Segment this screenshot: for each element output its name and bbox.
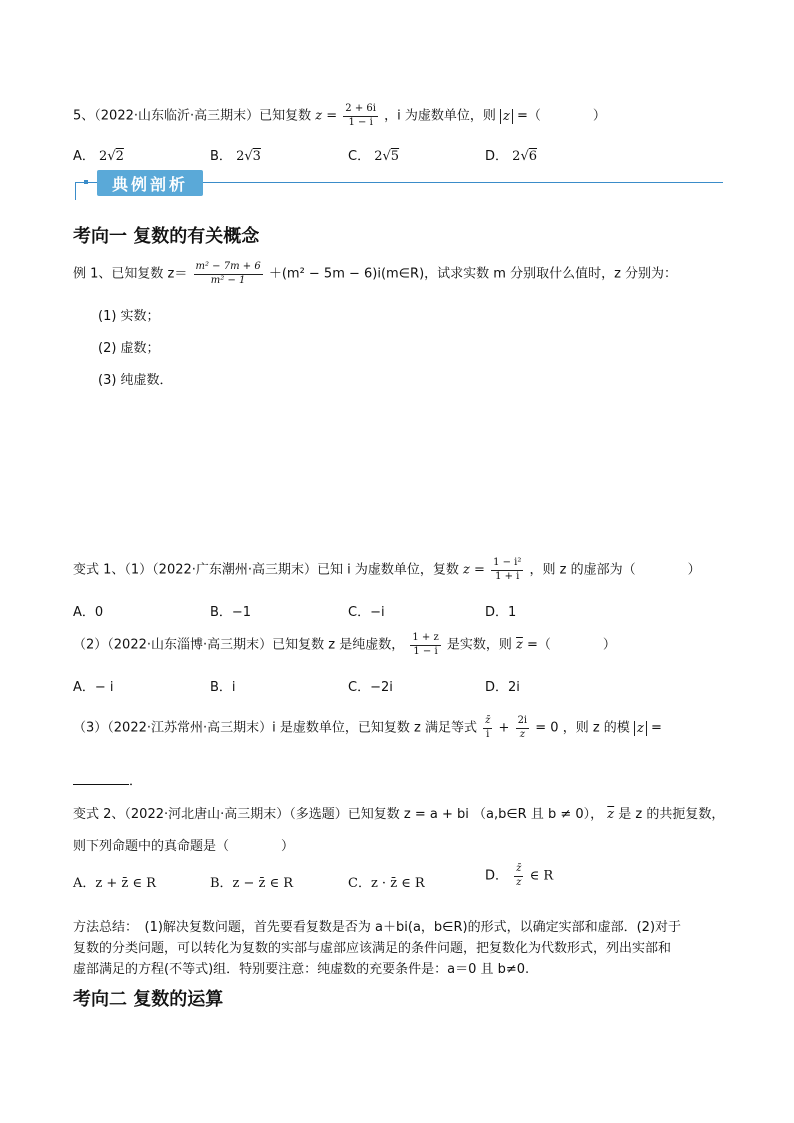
q5-frac-num: 2 + 6i bbox=[343, 104, 378, 117]
var1-part1-frac-den: 1 + i bbox=[495, 570, 520, 582]
q5-option-a[interactable]: A． 2√2 bbox=[73, 149, 124, 164]
q5-option-b[interactable]: B． 2√3 bbox=[210, 149, 261, 164]
var1-part1-option-a[interactable]: A．0 bbox=[73, 605, 104, 620]
var1-part1-stem bbox=[73, 558, 701, 582]
var1-part2-tail: 是实数，则 bbox=[446, 637, 512, 653]
var2-option-c[interactable]: C．z · z̄ ∈ R bbox=[348, 876, 425, 891]
var1-part1-tail: ，则 z 的虚部为（ ） bbox=[529, 562, 701, 578]
var2-option-a[interactable]: A．z + z̄ ∈ R bbox=[73, 876, 156, 891]
var1-part2-option-b[interactable]: B．i bbox=[210, 680, 236, 695]
summary-line-2: 复数的分类问题，可以转化为复数的实部与虚部应该满足的条件问题，把复数化为代数形式，列出实部和 bbox=[73, 941, 672, 956]
var1-part3-answer-line[interactable] bbox=[73, 770, 142, 789]
section1-title: 考向一 复数的有关概念 bbox=[73, 226, 260, 247]
q5-abs-z: z bbox=[500, 109, 513, 124]
var1-part2-fraction bbox=[410, 633, 440, 657]
var2-line2: 则下列命题中的真命题是（ ） bbox=[73, 839, 295, 854]
summary-line-1: 方法总结： (1)解决复数问题，首先要看复数是否为 a＋bi(a，b∈R)的形式，以确定实部和虚部．(2)对于 bbox=[73, 920, 682, 935]
var1-part3-fraction1 bbox=[483, 716, 492, 740]
var1-part3-dot: ． bbox=[129, 774, 143, 789]
example1-frac-den: m² − 1 bbox=[210, 274, 246, 286]
var1-part1-option-d[interactable]: D．1 bbox=[485, 605, 517, 620]
example1-item-3: (3) 纯虚数． bbox=[98, 373, 173, 388]
var1-part2-frac-num: 1 + z bbox=[410, 633, 440, 646]
q5-frac-den: 1 − i bbox=[348, 116, 373, 128]
answer-blank[interactable] bbox=[73, 770, 129, 785]
q5-prefix: 5、（2022·山东临沂·高三期末）已知复数 bbox=[73, 108, 312, 124]
var1-part1-option-b[interactable]: B．−1 bbox=[210, 605, 252, 620]
example1-stem bbox=[73, 262, 677, 286]
example1-prefix: 例 1、已知复数 z＝ bbox=[73, 266, 188, 282]
var1-part3-plus: + bbox=[498, 720, 510, 736]
var1-part2-stem bbox=[73, 633, 616, 657]
var1-part2-option-a[interactable]: A．− i bbox=[73, 680, 114, 695]
var2-line1 bbox=[73, 803, 724, 822]
var1-part3-abs-z: z bbox=[634, 721, 647, 736]
var2-option-d[interactable]: D． $\frac{z̄}{z}$ ∈ R bbox=[485, 863, 554, 888]
banner-dot-left bbox=[84, 180, 88, 184]
var1-part2-option-d[interactable]: D．2i bbox=[485, 680, 520, 695]
var2-line1-prefix: 变式 2、（2022·河北唐山·高三期末）（多选题）已知复数 z = a + bi （a,b∈R 且 b ≠ 0）， bbox=[73, 807, 604, 822]
var1-part3-prefix: （3）（2022·江苏常州·高三期末）i 是虚数单位，已知复数 z 满足等式 bbox=[73, 720, 477, 736]
banner-tick bbox=[75, 182, 76, 200]
example1-item-1: (1) 实数； bbox=[98, 309, 160, 324]
example1-tail: ＋(m² − 5m − 6)i(m∈R)，试求实数 m 分别取什么值时，z 分别为： bbox=[268, 266, 678, 282]
var1-part3-f1-num: z̄ bbox=[483, 716, 492, 729]
summary-paragraph bbox=[73, 917, 723, 980]
var1-part1-option-c[interactable]: C．−i bbox=[348, 605, 385, 620]
var2-option-b[interactable]: B．z − z̄ ∈ R bbox=[210, 876, 294, 891]
q5-z: z = bbox=[315, 108, 338, 124]
var2-optd-fraction: $\frac{z̄}{z}$ bbox=[516, 863, 522, 888]
q5-option-d[interactable]: D． 2√6 bbox=[485, 149, 538, 164]
summary-line-3: 虚部满足的方程(不等式)组．特别要注意：纯虚数的充要条件是：a＝0 且 b≠0. bbox=[73, 962, 530, 977]
example1-item-2: (2) 虚数； bbox=[98, 341, 160, 356]
var1-part1-prefix: 变式 1、（1）（2022·广东潮州·高三期末）已知 i 为虚数单位，复数 bbox=[73, 562, 459, 578]
section2-title: 考向二 复数的运算 bbox=[73, 989, 224, 1010]
q5-option-c[interactable]: C． 2√5 bbox=[348, 149, 400, 164]
var1-part3-fraction2 bbox=[516, 716, 530, 740]
var1-part2-prefix: （2）（2022·山东淄博·高三期末）已知复数 z 是纯虚数， bbox=[73, 637, 405, 653]
var1-part2-zbar: $\overline{z}$ bbox=[516, 637, 523, 653]
var1-part3-f1-den: i bbox=[486, 728, 490, 740]
var1-part3-tail: = 0 ，则 z 的模 bbox=[535, 720, 630, 736]
banner-label: 典例剖析 bbox=[97, 170, 203, 196]
var1-part3-f2-den: z bbox=[519, 728, 525, 740]
q5-stem bbox=[73, 104, 606, 128]
example1-frac-num: m² − 7m + 6 bbox=[194, 262, 263, 275]
var1-part2-end: =（ ） bbox=[527, 637, 616, 653]
var1-part1-frac-num: 1 − i² bbox=[491, 558, 523, 571]
q5-fraction bbox=[343, 104, 378, 128]
var1-part2-frac-den: 1 − i bbox=[413, 645, 438, 657]
var1-part2-option-c[interactable]: C．−2i bbox=[348, 680, 393, 695]
var2-line1-tail: 是 z 的共扼复数， bbox=[618, 807, 725, 822]
q5-tail: =（ ） bbox=[516, 108, 606, 124]
var1-part3-end: = bbox=[650, 720, 662, 736]
q5-mid: ，i 为虚数单位，则 bbox=[384, 108, 496, 124]
example1-fraction bbox=[194, 262, 263, 286]
var1-part3-stem bbox=[73, 716, 662, 740]
var2-zbar: $\overline{z}$ bbox=[607, 807, 615, 822]
var1-part1-fraction bbox=[491, 558, 523, 582]
var1-part3-f2-num: 2i bbox=[516, 716, 530, 729]
var1-part1-z: z = bbox=[463, 562, 485, 578]
